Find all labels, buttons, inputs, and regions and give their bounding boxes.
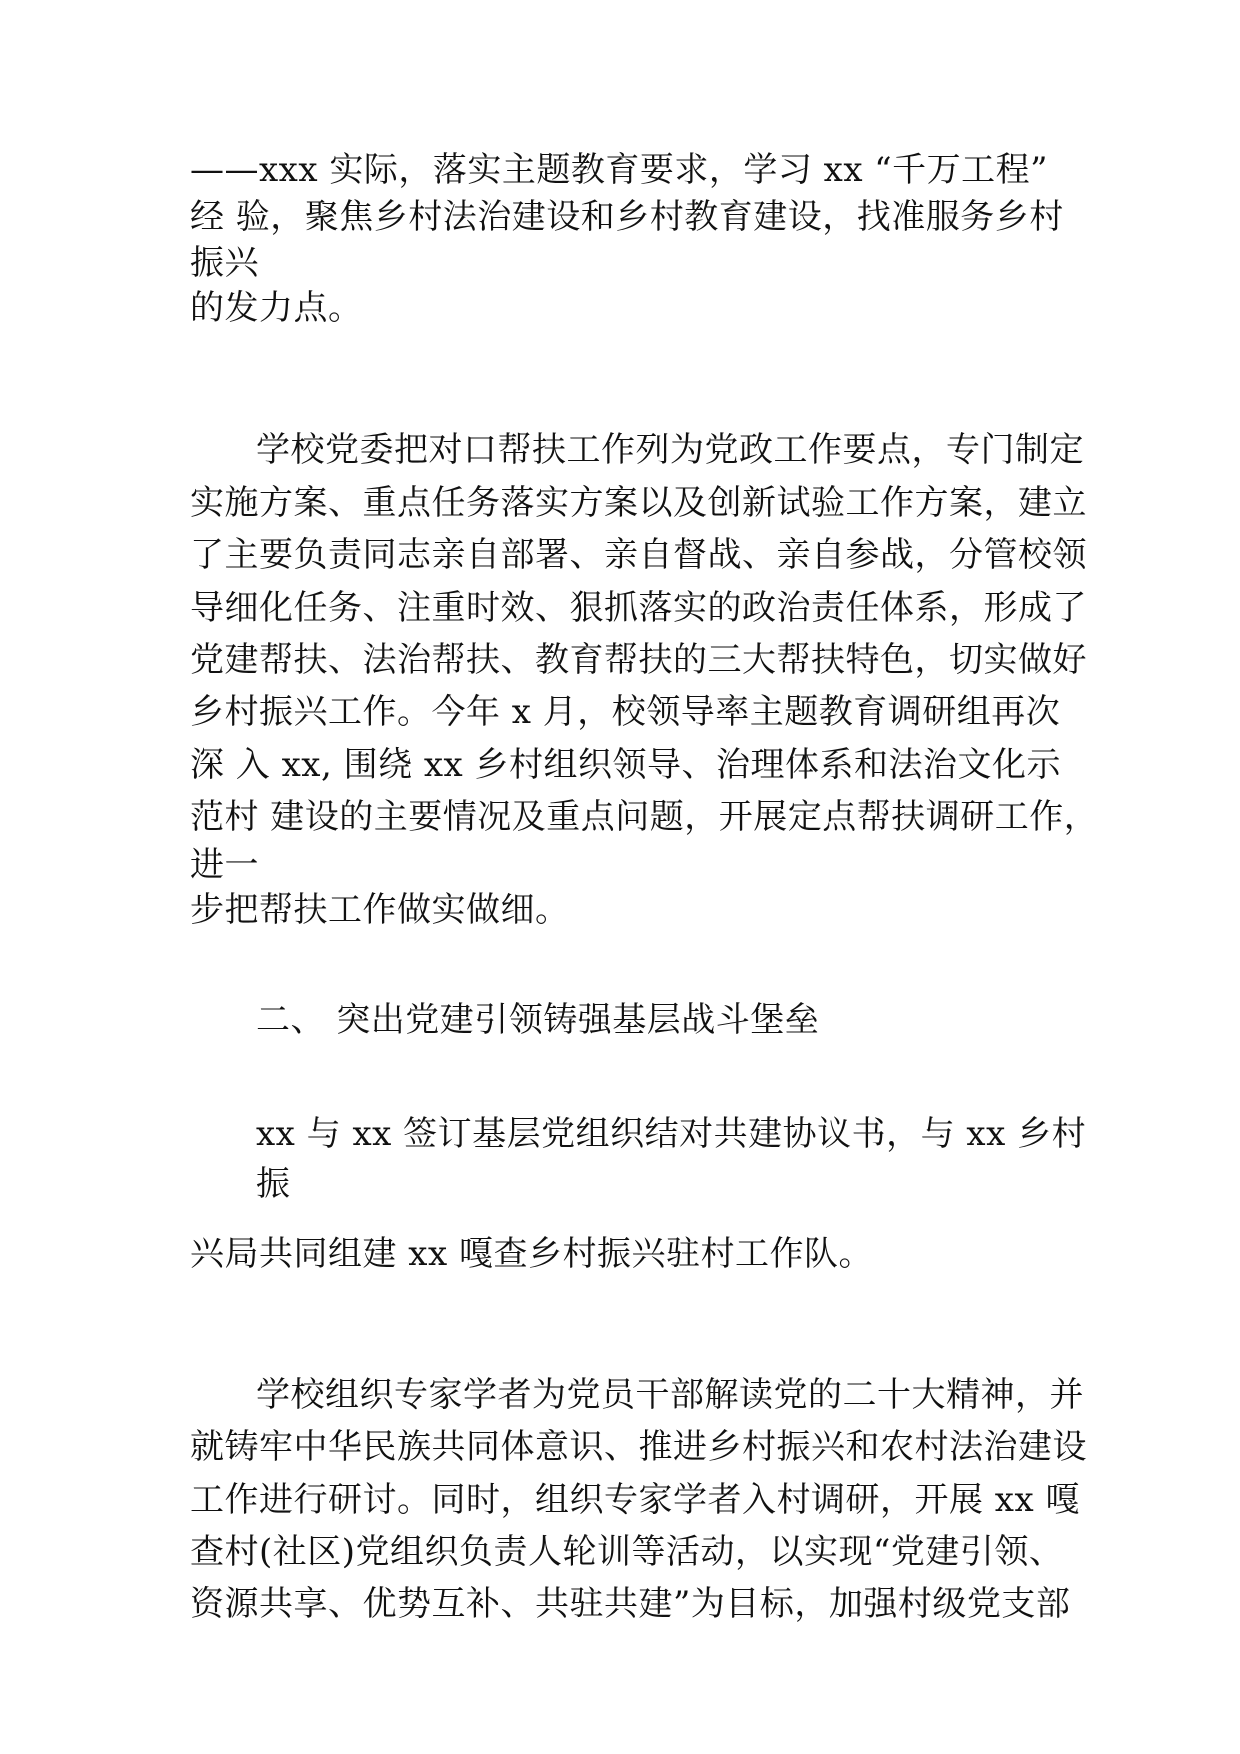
paragraph-4-line-5: 资源共享、优势互补、共驻共建”为目标，加强村级党支部 [190,1584,1071,1624]
paragraph-4-line-4: 查村(社区)党组织负责人轮训等活动，以实现“党建引领、 [190,1532,1064,1572]
paragraph-2-line-10: 步把帮扶工作做实做细。 [190,890,570,930]
paragraph-2-line-3: 了主要负责同志亲自部署、亲自督战、亲自参战，分管校领 [190,535,1087,575]
paragraph-2-line-1: 学校党委把对口帮扶工作列为党政工作要点，专门制定 [256,430,1084,470]
section-heading-2: 二、 突出党建引领铸强基层战斗堡垒 [256,1000,820,1040]
paragraph-2-line-2: 实施方案、重点任务落实方案以及创新试验工作方案，建立 [190,483,1087,523]
paragraph-4-line-2: 就铸牢中华民族共同体意识、推进乡村振兴和农村法治建设 [190,1427,1087,1467]
paragraph-2-line-7: 深 入 xx, 围绕 xx 乡村组织领导、治理体系和法治文化示 [190,745,1062,785]
paragraph-2-line-5: 党建帮扶、法治帮扶、教育帮扶的三大帮扶特色，切实做好 [190,640,1087,680]
paragraph-1-line-3: 振兴 [190,243,259,283]
paragraph-2-line-6: 乡村振兴工作。今年 x 月，校领导率主题教育调研组再次 [190,692,1061,732]
paragraph-3-line-3: 兴局共同组建 xx 嘎查乡村振兴驻村工作队。 [190,1234,873,1274]
paragraph-2-line-9: 进一 [190,845,259,885]
paragraph-2-line-4: 导细化任务、注重时效、狠抓落实的政治责任体系，形成了 [190,588,1087,628]
paragraph-4-line-3: 工作进行研讨。同时，组织专家学者入村调研，开展 xx 嘎 [190,1480,1080,1520]
paragraph-1-line-4: 的发力点。 [190,288,363,328]
paragraph-1-line-2: 经 验，聚焦乡村法治建设和乡村教育建设，找准服务乡村 [190,197,1064,237]
paragraph-3-line-1: xx 与 xx 签订基层党组织结对共建协议书，与 xx 乡村 [256,1114,1087,1154]
paragraph-2-line-8: 范村 建设的主要情况及重点问题，开展定点帮扶调研工作， [190,797,1099,837]
paragraph-4-line-1: 学校组织专家学者为党员干部解读党的二十大精神，并 [256,1375,1084,1415]
paragraph-3-line-2: 振 [256,1164,291,1204]
paragraph-1-line-1: ——xxx 实际，落实主题教育要求，学习 xx “千万工程” [190,150,1049,190]
